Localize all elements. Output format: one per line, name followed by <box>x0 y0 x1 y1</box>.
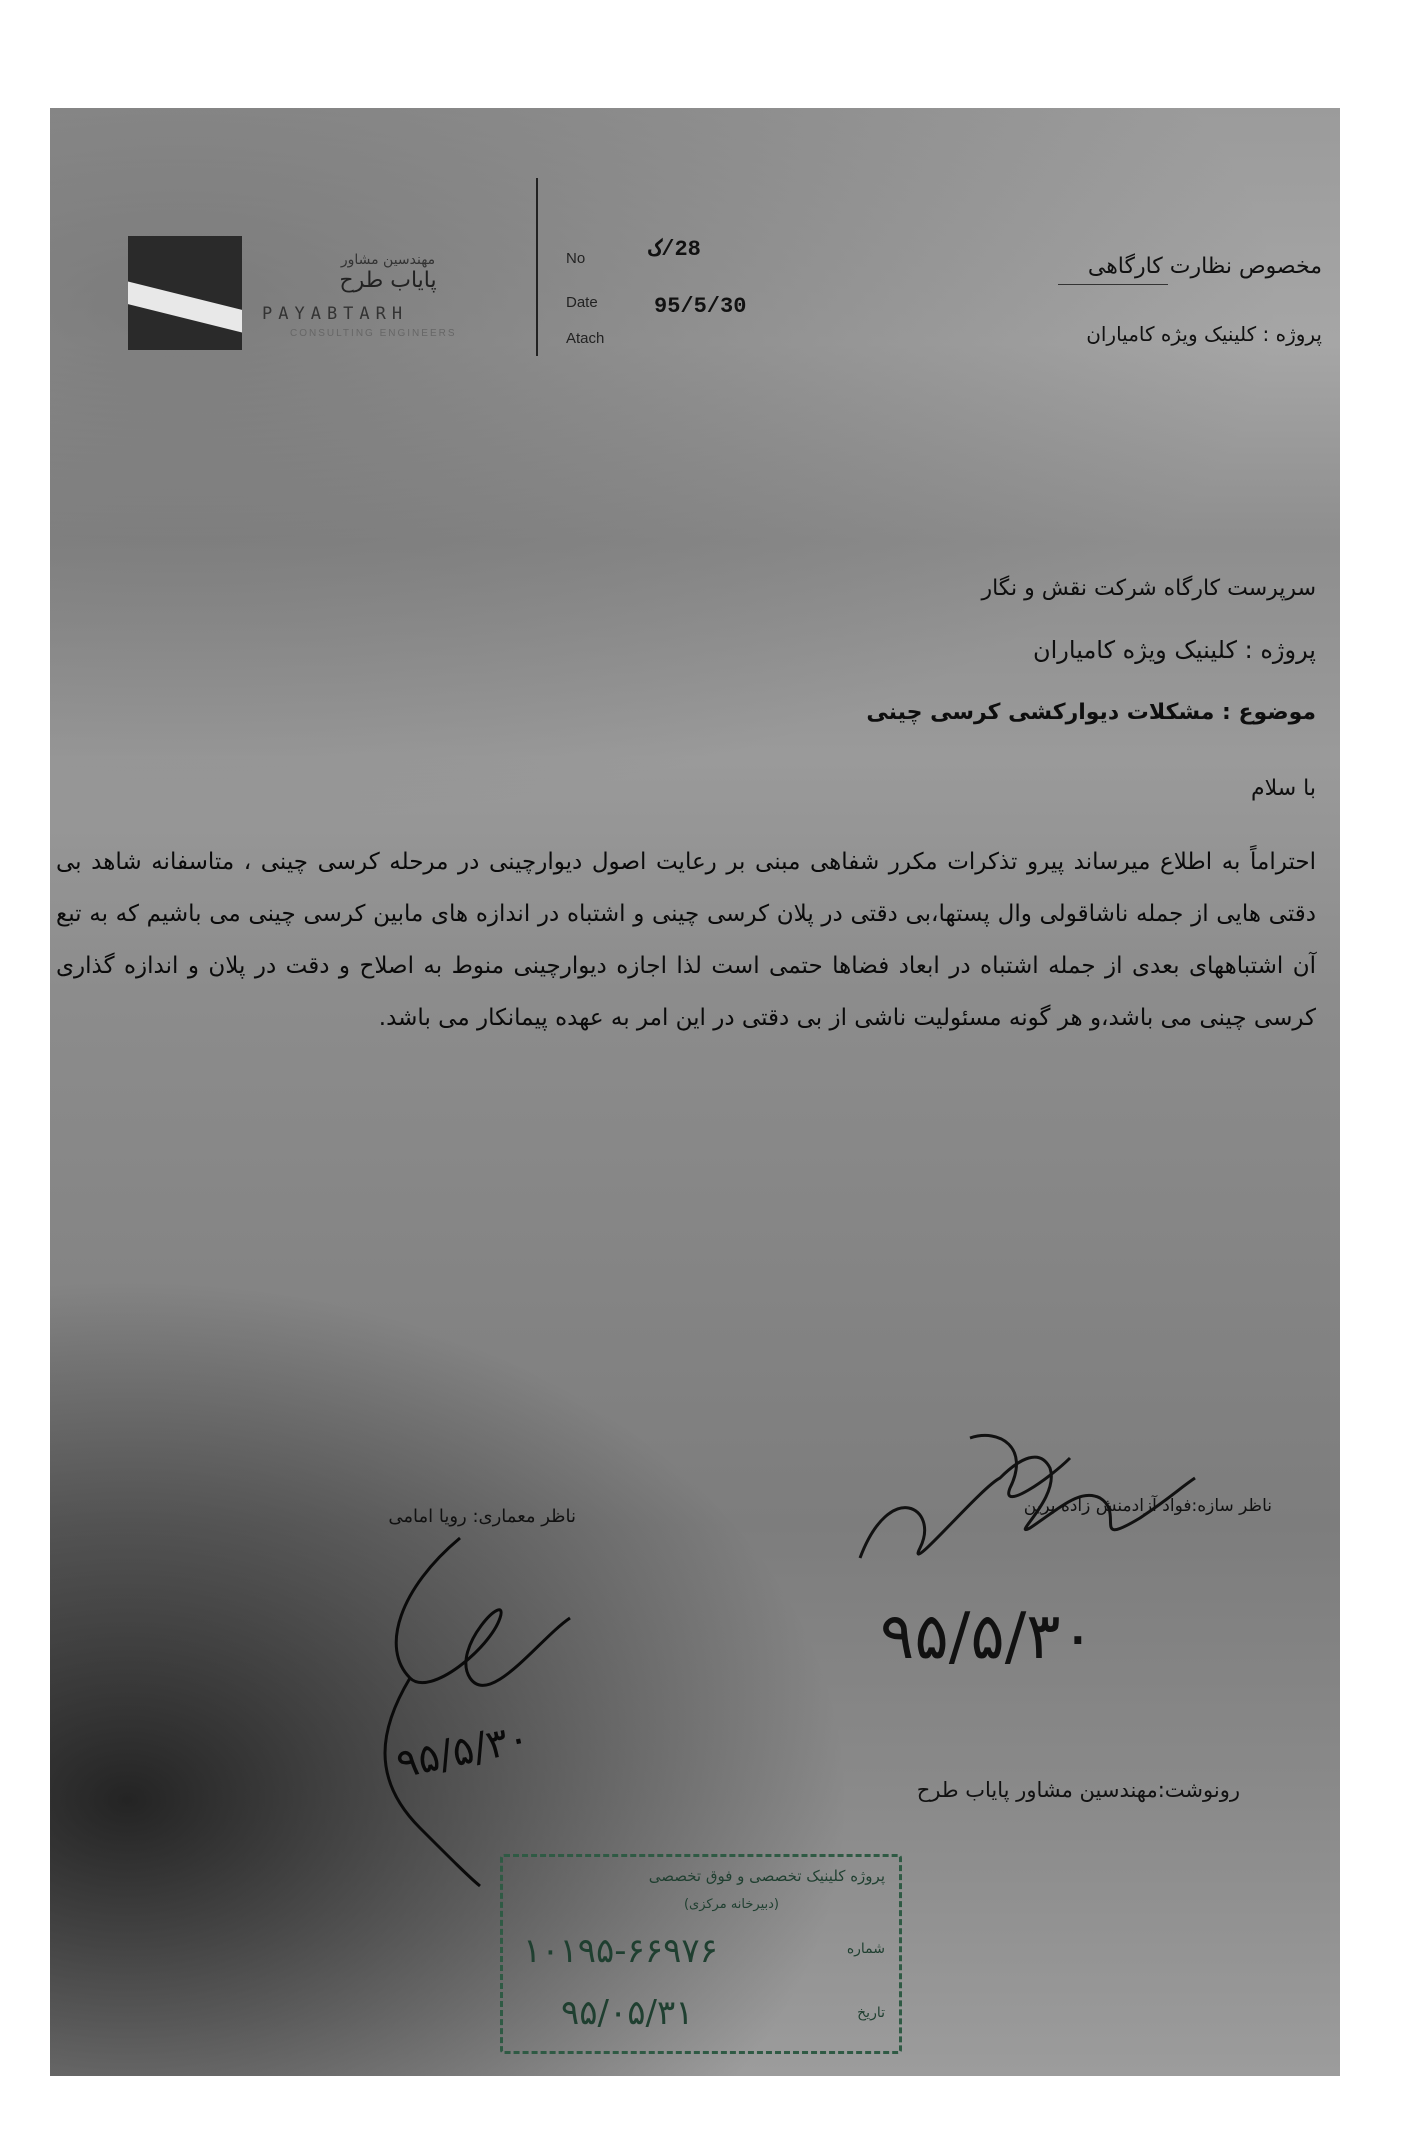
company-logo-icon <box>128 236 242 350</box>
subject-line: موضوع : مشکلات دیوارکشی کرسی چینی <box>866 700 1316 725</box>
cc-line: رونوشت:مهندسین مشاور پایاب طرح <box>916 1778 1240 1802</box>
letter-number: 28/ک <box>648 237 701 262</box>
right-handwritten-date: ۹۵/۵/۳۰ <box>880 1600 1095 1674</box>
structural-supervisor-label: ناظر سازه:فواد آزادمنش زاده برین <box>1023 1496 1272 1516</box>
registration-stamp <box>500 1854 902 2054</box>
header-divider <box>536 178 538 356</box>
stamp-subtitle: (دبیرخانه مرکزی) <box>683 1897 779 1912</box>
stamp-title: پروژه کلینیک تخصصی و فوق تخصصی <box>648 1867 885 1885</box>
recipient-line: سرپرست کارگاه شرکت نقش و نگار <box>981 576 1316 601</box>
stamp-date: ۹۵/۰۵/۳۱ <box>561 1993 694 2033</box>
architectural-supervisor-label: ناظر معماری: رویا امامی <box>388 1506 576 1527</box>
logo-tagline-en: CONSULTING ENGINEERS <box>290 328 457 339</box>
letter-date: 95/5/30 <box>654 294 747 319</box>
left-handwritten-date: ۹۵/۵/۳۰ <box>392 1714 534 1788</box>
stamp-date-label: تاریخ <box>857 2005 885 2021</box>
greeting-line: با سلام <box>1250 776 1316 801</box>
architectural-supervisor-signature <box>340 1528 610 1888</box>
header-title-underline <box>1058 284 1168 285</box>
header-project: پروژه : کلینیک ویژه کامیاران <box>1086 322 1322 346</box>
number-label: No <box>566 250 586 267</box>
date-label: Date <box>566 294 598 311</box>
letter-page <box>50 108 1340 2076</box>
header-title: مخصوص نظارت کارگاهی <box>1087 254 1322 279</box>
logo-subtitle-fa: مهندسین مشاور <box>340 252 436 268</box>
stamp-number: ۱۰۱۹۵-۶۶۹۷۶ <box>523 1931 718 1971</box>
project-line: پروژه : کلینیک ویژه کامیاران <box>1033 636 1316 664</box>
logo-name-en: PAYABTARH <box>262 304 409 324</box>
letter-body-paragraph: احتراماً به اطلاع میرساند پیرو تذکرات مکرر شفاهی مبنی بر رعایت اصول دیوارچینی در مرحله کرسی چینی ، متاسفانه شاهد بی دقتی هایی از جمله ناشاقولی وال پستها،بی دقتی در پلان کرسی چینی و اشتباه در اندازه های مابین کرسی چینی می باشیم که به تبع آن اشتباههای بعدی از جمله اشتباه در ابعاد فضاها حتمی است لذا اجازه دیوارچینی منوط به اصلاح و دقت در پلان و اندازه گذاری کرسی چینی می باشد،و هر گونه مسئولیت ناشی از بی دقتی در این امر به عهده پیمانکار می باشد. <box>56 849 1316 1031</box>
logo-name-fa: پایاب طرح <box>339 268 437 293</box>
stamp-number-label: شماره <box>846 1941 885 1957</box>
structural-supervisor-date-handwriting <box>880 1588 1200 1678</box>
attachment-label: Atach <box>566 330 605 347</box>
